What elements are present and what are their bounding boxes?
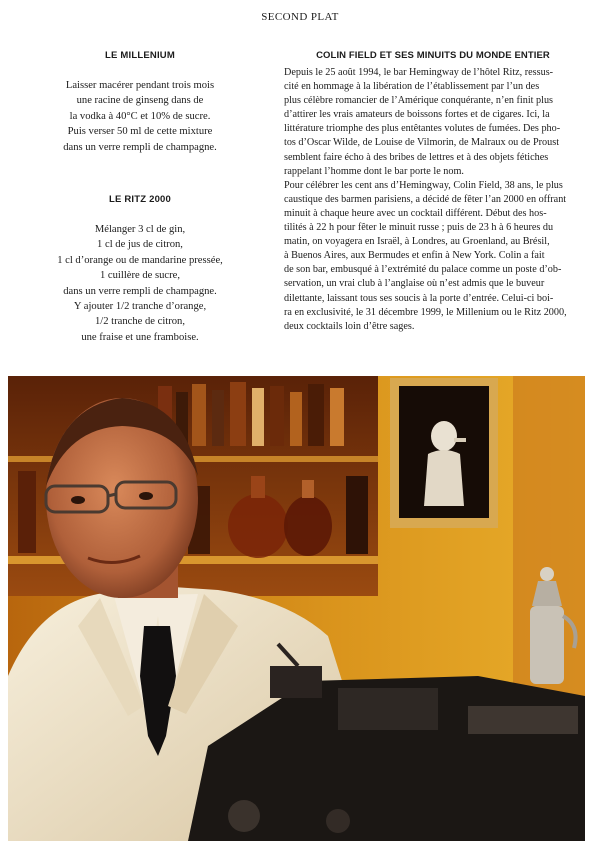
recipe-line: Y ajouter 1/2 tranche d’orange, — [73, 301, 207, 313]
bar-photo — [8, 376, 585, 841]
recipe-text — [40, 222, 240, 345]
article-line: deux cocktails loin d’être sages. — [284, 320, 415, 332]
article-column — [284, 50, 582, 334]
article-line: Pour célébrer les cent ans d’Hemingway, Colin Field, 38 ans, le plus — [284, 179, 563, 191]
article-line: tos d’Oscar Wilde, de Louise de Vilmorin, de Malraux ou de Proust — [284, 137, 560, 149]
recipe-ritz-2000 — [40, 194, 240, 345]
article-line: caustique des barmen parisiens, a décidé de fêter l’an 2000 en offrant — [284, 193, 567, 205]
recipe-line: Mélanger 3 cl de gin, — [94, 224, 186, 235]
recipe-line: Laisser macérer pendant trois mois — [65, 80, 215, 91]
article-line: tilités à 22 h pour fêter le minuit russe ; puis de 23 h à 6 heures du — [284, 222, 554, 234]
article-line: ra en exclusivité, le 31 décembre 1999, le Millenium ou le Ritz 2000, — [284, 306, 567, 318]
recipe-line: la vodka à 40°C et 10% de sucre. — [69, 110, 211, 122]
article-line: à Buenos Aires, aux Bermudes et enfin à New York. Colin a fait — [284, 250, 545, 262]
recipe-text — [40, 78, 240, 155]
article-line: semblent faire écho à des bribes de lettres et à des objets fétiches — [284, 151, 549, 163]
recipe-line: 1 cuillère de sucre, — [99, 270, 180, 282]
article-line: de son bar, embusqué à l’extrémité du palace comme un poste d’ob- — [284, 264, 562, 276]
article-line: littérature triomphe des plus entêtantes volutes de fumées. Des pho- — [284, 123, 561, 135]
recipe-title: LE RITZ 2000 — [108, 194, 172, 205]
recipes-column — [40, 50, 240, 343]
recipe-line: 1 cl de jus de citron, — [97, 239, 183, 251]
article-line: minuit à chaque heure avec un cocktail différent. Début des hos- — [284, 207, 547, 219]
article-line: d’attirer les vrais amateurs de boissons fortes et de cigares. Ici, la — [284, 109, 550, 121]
framed-picture — [390, 378, 498, 528]
recipe-line: dans un verre rempli de champagne. — [63, 141, 217, 153]
recipe-line: une fraise et une framboise. — [81, 331, 199, 343]
recipe-line: 1/2 tranche de citron, — [94, 316, 185, 328]
recipe-title: LE MILLENIUM — [105, 50, 175, 61]
article-line: matin, on voyagera en Israël, à Londres, au Groenland, au Brésil, — [284, 236, 550, 248]
article-body — [284, 66, 582, 334]
recipe-line: 1 cl d’orange ou de mandarine pressée, — [57, 254, 223, 266]
article-line: servation, un vrai club à l’anglaise où n’est admis que le buveur — [284, 278, 545, 290]
recipe-line: une racine de ginseng dans de — [76, 95, 204, 107]
recipe-millenium — [40, 50, 240, 155]
article-line: plus célèbre romancier de l’Amérique conquérante, n’en finit plus — [284, 95, 554, 107]
article-line: Depuis le 25 août 1994, le bar Hemingway de l’hôtel Ritz, ressus- — [284, 67, 554, 78]
article-line: rappelant l’homme dont le bar porte le nom. — [284, 165, 464, 177]
article-title: COLIN FIELD ET SES MINUITS DU MONDE ENTIER — [316, 50, 550, 61]
article-line: dilettante, laissant tous ses soucis à la porte d’entrée. Celui-ci boi- — [284, 292, 554, 304]
recipe-line: dans un verre rempli de champagne. — [63, 285, 217, 297]
section-title: SECOND PLAT — [261, 11, 339, 23]
article-line: cité en hommage à la libération de l’établissement par l’un des — [284, 81, 540, 93]
recipe-line: Puis verser 50 ml de cette mixture — [67, 126, 213, 138]
